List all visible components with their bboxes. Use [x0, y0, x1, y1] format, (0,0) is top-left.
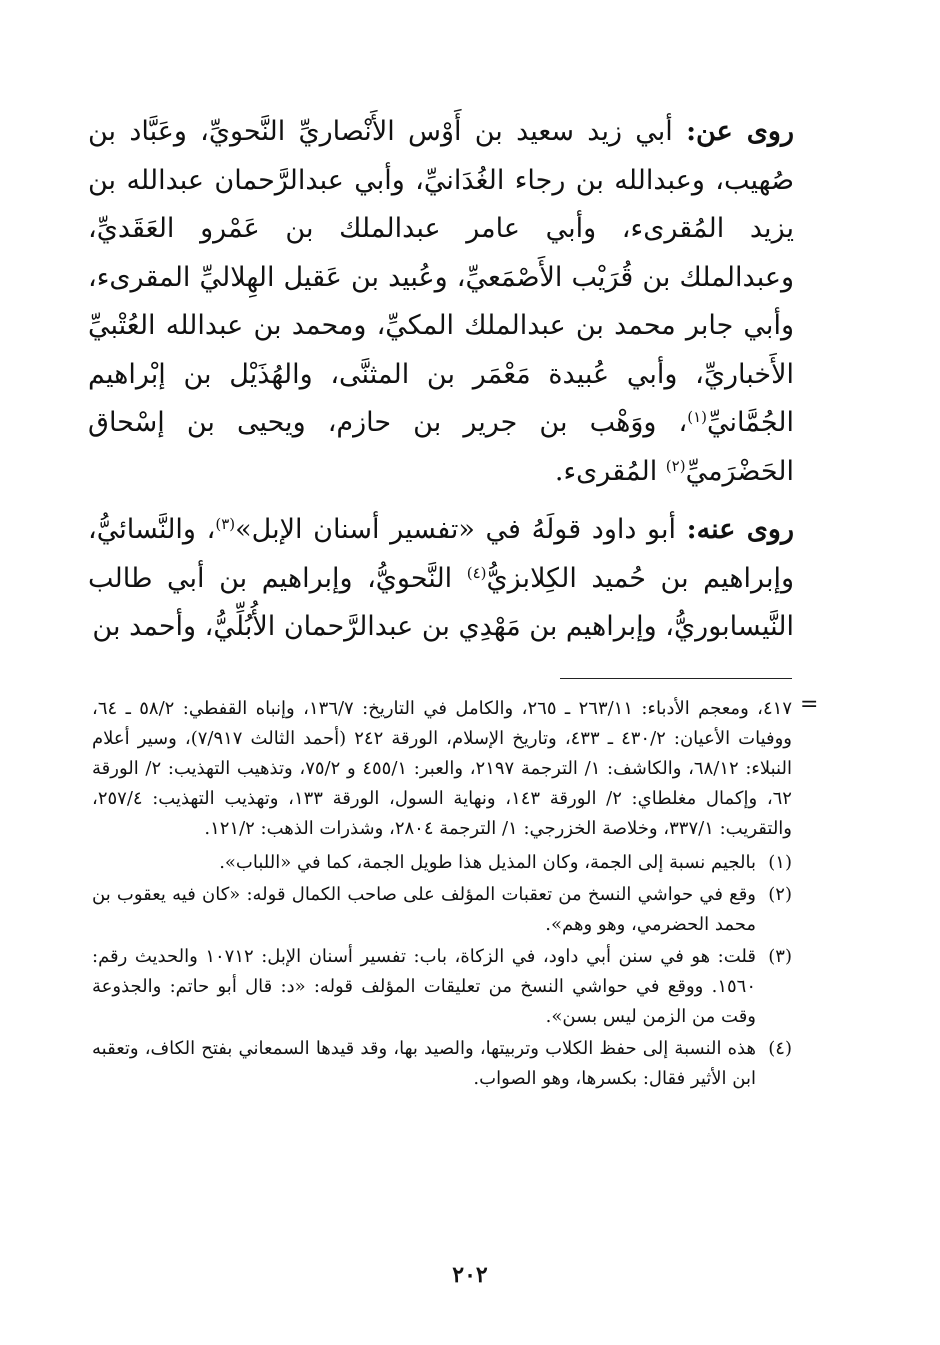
footnote-3	[92, 942, 792, 1032]
footnote-2	[92, 880, 792, 940]
continuation-mark: =	[800, 692, 819, 717]
footnote-text: بالجيم نسبة إلى الجمة، وكان المذيل هذا طويل الجمة، كما في «اللباب».	[219, 852, 756, 873]
footnote-text: قلت: هو في سنن أبي داود، في الزكاة، باب: تفسير أسنان الإبل: ١٠٧١٢ والحديث رقم: ١٥٦٠. ووقع في حواشي النسخ من تعليقات المؤلف قوله: «د: قال أبو حاتم: والجذوعة وقت من الزمن ليس بسن».	[92, 946, 756, 1027]
footnote-number: (١)	[768, 852, 792, 873]
footnote-ref-3[interactable]: (٣)	[215, 515, 236, 533]
footnote-separator	[560, 678, 792, 679]
narrators-to-text-end: النَّحويُّ، وإبراهيم بن أبي طالب النَّيسابوريُّ، وإبراهيم بن مَهْدِي بن عبدالرَّحمان الأُبُلِّيُّ، وأحمد بن	[88, 562, 794, 642]
footnote-continuation: ٤١٧، ومعجم الأدباء: ٢٦٣/١١ ـ ٢٦٥، والكامل في التاريخ: ١٣٦/٧، وإنباه القفطي: ٥٨/٢ ـ ٦٤، ووفيات الأعيان: ٤٣٠/٢ ـ ٤٣٣، وتاريخ الإسلام، الورقة ٢٤٢ (أحمد الثالث ٧/٩١٧)، وسير أعلام النبلاء: ٦٨/١٢، والكاشف: ١/ الترجمة ٢١٩٧، والعبر: ٤٥٥/١ و ٧٥/٢، وتذهيب التهذيب: ٢/ الورقة ٦٢، وإكمال مغلطاي: ٢/ الورقة ١٤٣، ونهاية السول، الورقة ١٣٣، وتهذيب التهذيب: ٢٥٧/٤، والتقريب: ٣٣٧/١، وخلاصة الخزرجي: ١/ الترجمة ٢٨٠٤، وشذرات الذهب: ١٢١/٢.	[92, 698, 793, 839]
main-text-body	[88, 108, 794, 652]
footnote-ref-2[interactable]: (٢)	[665, 456, 686, 475]
footnote-number: (٣)	[768, 946, 792, 967]
narrated-to-heading: روى عنه:	[686, 514, 795, 545]
narrators-from-text-end: المُقرىء.	[554, 455, 666, 487]
narrators-to-text: أبو داود قولَهُ في «تفسير أسنان الإبل»	[235, 514, 687, 545]
footnote-number: (٤)	[768, 1038, 792, 1059]
narrators-to-paragraph	[88, 506, 794, 652]
footnote-4	[92, 1034, 792, 1094]
footnote-ref-1[interactable]: (١)	[687, 408, 707, 426]
footnote-number: (٢)	[768, 884, 792, 905]
narrators-from-text: أبي زيد سعيد بن أَوْس الأَنْصاريِّ النَّحويِّ، وعَبَّاد بن صُهيب، وعبدالله بن رجاء الغُدَانيِّ، وأبي عبدالرَّحمان عبدالله بن يزيد المُقرىء، وأبي عامر عبدالملك بن عَمْرو العَقَديِّ، وعبدالملك بن قُرَيْب الأَصْمَعيِّ، وعُبيد بن عَقيل الهِلاليِّ المقرىء، وأبي جابر محمد بن عبدالملك المكيِّ، ومحمد بن عبدالله العُتْبيِّ الأَخباريِّ، وأبي عُبيدة مَعْمَر بن المثنَّى، والهُذَيْل بن إبْراهيم الجُمَّانيِّ	[88, 116, 794, 438]
footnote-1	[92, 848, 792, 878]
footnotes-section	[92, 694, 792, 1096]
footnote-ref-4[interactable]: (٤)	[466, 563, 487, 582]
footnote-text: وقع في حواشي النسخ من تعقبات المؤلف على صاحب الكمال قوله: «كان فيه يعقوب بن محمد الحضرمي، وهو وهم».	[92, 884, 756, 935]
narrators-to-text-cont: ، والنَّسائيُّ، وإبراهيم بن حُميد الكِلابزيُّ	[88, 514, 794, 594]
narrated-from-heading: روى عن:	[686, 116, 794, 147]
narrators-from-paragraph	[88, 108, 794, 496]
narrators-from-text-cont: ، ووَهْب بن جرير بن حازم، ويحيى بن إسْحاق الحَضْرَميِّ	[88, 407, 794, 487]
footnote-text: هذه النسبة إلى حفظ الكلاب وتربيتها، والصيد بها، وقد قيدها السمعاني بفتح الكاف، وتعقبه ابن الأثير فقال: بكسرها، وهو الصواب.	[92, 1038, 756, 1089]
page-number: ٢٠٢	[452, 1262, 488, 1288]
